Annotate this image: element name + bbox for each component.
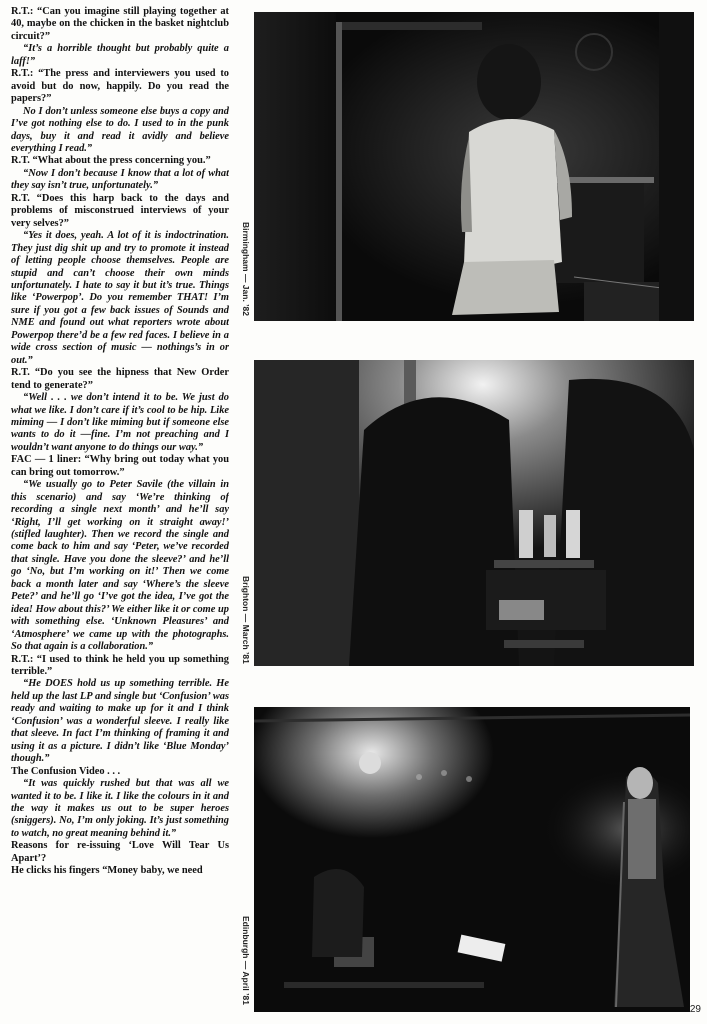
- article-paragraph: “It’s a horrible thought but probably quite a laff!”: [11, 43, 229, 67]
- article-paragraph: He clicks his fingers “Money baby, we need: [11, 865, 203, 877]
- photo-edinburgh: [254, 707, 690, 1012]
- article-paragraph: “We usually go to Peter Savile (the villain in this scenario) and say ‘We’re thinking of recording a single next month’ and he’ll say ‘Right, I’ll get working on it straight away!’ (stifled laughter). Then we record the single and come back to him and say ‘Peter, we’ve recorded that single. Have you done the sleeve?’ and he’ll go ‘No, but I’m working on it!’ Then we come back a month later and say ‘Where’s the sleeve Pete?’ and he’ll go ‘I’ve got the idea, I’ve got the idea! How about this?’ We either like it or come up with something else. ‘Unknown Pleasures’ and ‘Atmosphere’ we came up with the photographs. So that again is a collaboration.”: [11, 479, 229, 653]
- article-paragraph: R.T. “What about the press concerning you.”: [11, 155, 211, 167]
- article-paragraph: “He DOES hold us up something terrible. He held up the last LP and single but ‘Confusion’ was ready and waiting to make up for it and I think ‘Confusion’ was a wonderful sleeve. I really like that sleeve. In fact I’m thinking of framing it and using it as a picture. I didn’t like ‘Blue Monday’ though.”: [11, 678, 229, 765]
- article-paragraph: R.T. “Does this harp back to the days and problems of misconstrued interviews of your very selves?”: [11, 192, 229, 229]
- article-paragraph: “Yes it does, yeah. A lot of it is indoctrination. They just dig shit up and try to promote it instead of letting people choose themselves. People are stupid and can’t choose their own minds unfortunately. I hate to say it but it’s true. Things like ‘Powerpop’. Do you remember THAT! I’m sure if you got a few back issues of Sounds and NME and found out what reporters wrote about Powerpop there’d be a few red faces. I believe in a wide cross section of music — nothings’s in or out.”: [11, 230, 229, 366]
- photo-brighton: [254, 360, 694, 666]
- page-number: 29: [689, 1004, 701, 1015]
- article-paragraph: No I don’t unless someone else buys a copy and I’ve got nothing else to do. I used to in the punk days, buy it and read it avidly and believe everything I read.”: [11, 105, 229, 154]
- article-paragraph: R.T.: “I used to think he held you up something terrible.”: [11, 653, 229, 678]
- article-paragraph: “Well . . . we don’t intend it to be. We just do what we like. I don’t care if it’s cool to be hip. Like miming — I don’t like miming but if someone else wants to do it —fine. I’m not preaching and I wouldn’t want anyone to do things our way.”: [11, 392, 229, 453]
- article-paragraph: R.T.: “Can you imagine still playing together at 40, maybe on the chicken in the basket nightclub circuit?”: [11, 6, 229, 42]
- photo-birmingham: [254, 12, 694, 321]
- article-paragraph: FAC — 1 liner: “Why bring out today what you can bring out tomorrow.”: [11, 454, 229, 478]
- article-paragraph: R.T. “Do you see the hipness that New Order tend to generate?”: [11, 367, 229, 391]
- photo-caption-edinburgh: Edinburgh — April ’81: [241, 916, 251, 1005]
- photo-caption-birmingham: Birmingham — Jan. ’82: [241, 222, 251, 316]
- article-text-column: [11, 6, 229, 1016]
- article-paragraph: “Now I don’t because I know that a lot of what they say isn’t true, unfortunately.”: [11, 167, 229, 192]
- article-paragraph: “It was quickly rushed but that was all we wanted it to be. I like it. I like the colours in it and the way it makes us out to be super heroes (sniggers). No, I’m only joking. It’s just something to watch, no great meaning behind it.”: [11, 778, 229, 839]
- article-paragraph: Reasons for re-issuing ‘Love Will Tear Us Apart’?: [11, 840, 229, 864]
- article-paragraph: The Confusion Video . . .: [11, 765, 121, 777]
- photo-caption-brighton: Brighton — March ’81: [241, 576, 251, 664]
- article-paragraph: R.T.: “The press and interviewers you used to avoid but do now, happily. Do you read the papers?”: [11, 68, 229, 105]
